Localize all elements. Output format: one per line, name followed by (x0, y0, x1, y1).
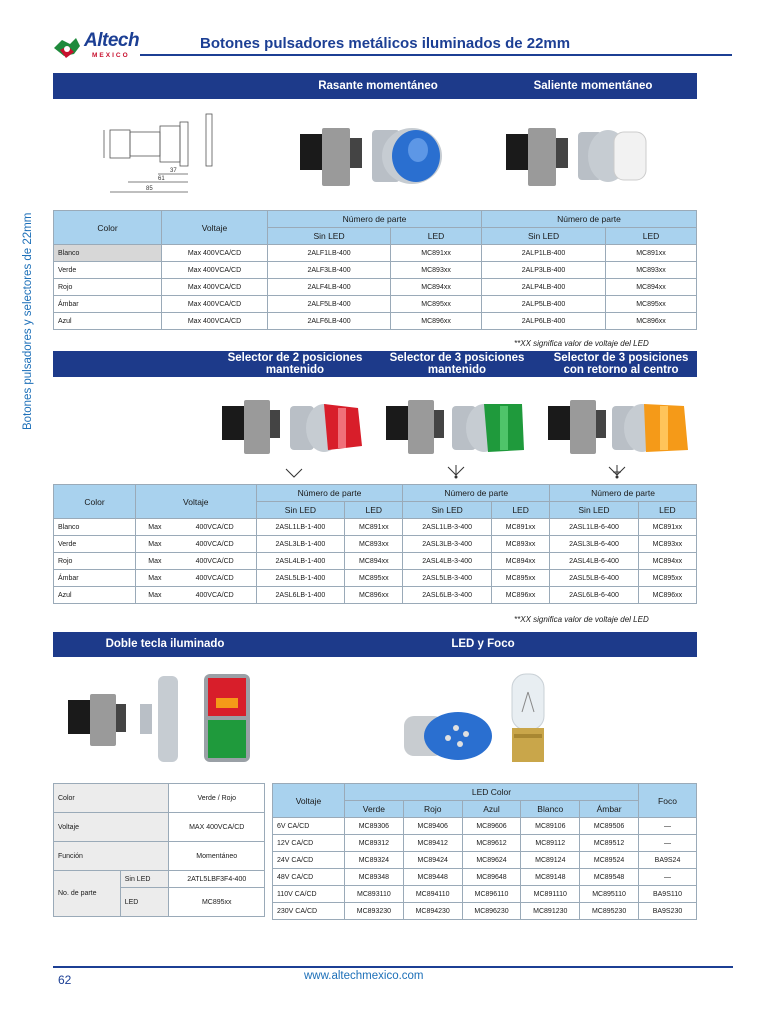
selector-parts-table (53, 484, 697, 604)
table-cell: 400VCA/CD (174, 536, 256, 553)
table-cell: 48V CA/CD (273, 869, 345, 886)
logo-wordmark: Altech (84, 30, 140, 51)
col-part-3pos-return: Número de parte (550, 485, 697, 502)
double-button-spec-table (53, 783, 265, 917)
table-cell: 2ASL5LB-1-400 (256, 570, 345, 587)
table-header-cell: Blanco (521, 801, 580, 818)
dim-85: 85 (146, 186, 153, 192)
table-cell: MC894230 (403, 903, 462, 920)
table-cell: Max (136, 536, 174, 553)
table-header-cell: Sin LED (403, 502, 492, 519)
side-section-label: Botones pulsadores y selectores de 22mm (22, 212, 34, 430)
table-cell: BA9S24 (639, 852, 697, 869)
table-cell: MC893xx (391, 262, 482, 279)
table-cell: MC895xx (169, 888, 265, 917)
heading-led-foco: LED y Foco (451, 638, 515, 650)
table-cell: MC896xx (391, 313, 482, 330)
table-cell: MC89548 (580, 869, 639, 886)
table-cell: 2ALP4LB-400 (482, 279, 606, 296)
table-cell: BA9S110 (639, 886, 697, 903)
table-cell: Max (136, 519, 174, 536)
table-cell: Max 400VCA/CD (162, 279, 268, 296)
table-cell: Rojo (54, 279, 162, 296)
table-cell: MC895110 (580, 886, 639, 903)
table-row (273, 903, 697, 920)
table-cell: Función (54, 842, 169, 871)
table-cell: MC89524 (580, 852, 639, 869)
table-header-cell: Verde (345, 801, 404, 818)
table-cell: 2ALP5LB-400 (482, 296, 606, 313)
table-cell: MC89312 (345, 835, 404, 852)
table-cell: 2ASL1LB-3-400 (403, 519, 492, 536)
table-row (54, 519, 697, 536)
table-cell: MC895xx (492, 570, 550, 587)
col-part-2pos: Número de parte (256, 485, 403, 502)
table-cell: — (639, 869, 697, 886)
footer-rule (53, 966, 733, 968)
table-cell: MC89148 (521, 869, 580, 886)
table-cell: MC891230 (521, 903, 580, 920)
table-cell: MC89348 (345, 869, 404, 886)
page-title: Botones pulsadores metálicos iluminados de 22mm (200, 35, 571, 52)
table-cell: 2ALF3LB-400 (268, 262, 391, 279)
table-cell: MC89606 (462, 818, 521, 835)
table-cell: MC895xx (638, 570, 696, 587)
heading-double-button: Doble tecla iluminado (105, 638, 225, 650)
table-row (273, 852, 697, 869)
table-row (54, 279, 697, 296)
table-cell: MC891110 (521, 886, 580, 903)
table-cell: 2ALF5LB-400 (268, 296, 391, 313)
table-cell: 400VCA/CD (174, 553, 256, 570)
table-cell: MC894xx (345, 553, 403, 570)
table-row (54, 587, 697, 604)
table-cell: Rojo (54, 553, 136, 570)
table-cell: Max 400VCA/CD (162, 296, 268, 313)
three-position-symbol-icon (446, 464, 466, 480)
table-cell: MC89306 (345, 818, 404, 835)
table-cell: 2ALF1LB-400 (268, 245, 391, 262)
col-led: LED (606, 228, 697, 245)
table-cell: MC89112 (521, 835, 580, 852)
table-cell: 2ASL1LB-6-400 (550, 519, 639, 536)
col-led: LED (391, 228, 482, 245)
two-position-symbol-icon (284, 466, 304, 480)
table-cell: MC895230 (580, 903, 639, 920)
table-row (54, 570, 697, 587)
table-cell: MC89106 (521, 818, 580, 835)
table-row (54, 536, 697, 553)
table-cell: 110V CA/CD (273, 886, 345, 903)
flush-pushbutton-image (298, 124, 450, 190)
table-cell: 2ASL3LB-1-400 (256, 536, 345, 553)
table-cell: LED (120, 888, 169, 917)
table-cell: Max 400VCA/CD (162, 313, 268, 330)
table-cell: MC891xx (606, 245, 697, 262)
heading-saliente: Saliente momentáneo (533, 80, 653, 92)
table-cell: Ámbar (54, 296, 162, 313)
table-cell: MC893xx (492, 536, 550, 553)
table-cell: Max (136, 553, 174, 570)
selector-red-image (220, 396, 370, 458)
table-cell: MC89324 (345, 852, 404, 869)
table-cell: 2ASL5LB-3-400 (403, 570, 492, 587)
led-and-bulb-image (400, 672, 560, 772)
table-cell: 2ASL6LB-6-400 (550, 587, 639, 604)
table-cell: MC89448 (403, 869, 462, 886)
double-button-image (66, 670, 256, 770)
section3-bar (53, 632, 697, 657)
table-row (54, 245, 697, 262)
table-cell: MC896xx (492, 587, 550, 604)
col-part-extended: Número de parte (482, 211, 697, 228)
table-row (273, 818, 697, 835)
table-cell: MC891xx (391, 245, 482, 262)
table-row (54, 262, 697, 279)
table-cell: MC89424 (403, 852, 462, 869)
table-cell: 2ASL3LB-3-400 (403, 536, 492, 553)
col-voltage: Voltaje (162, 211, 268, 245)
header-rule (140, 54, 732, 56)
table-cell: MC894xx (606, 279, 697, 296)
col-voltage: Voltaje (136, 485, 257, 519)
selector-amber-image (546, 396, 696, 458)
table-cell: Azul (54, 587, 136, 604)
table-cell: MC89648 (462, 869, 521, 886)
table-header-cell: LED Color (345, 784, 639, 801)
led-voltage-note: **XX significa valor de voltaje del LED (514, 339, 649, 348)
table-cell: Max (136, 570, 174, 587)
table-header-cell: Foco (639, 784, 697, 818)
table-cell: MAX 400VCA/CD (169, 813, 265, 842)
table-cell: MC89506 (580, 818, 639, 835)
table-cell: MC894xx (391, 279, 482, 296)
table-cell: MC894xx (638, 553, 696, 570)
col-sin-led: Sin LED (482, 228, 606, 245)
table-cell: Ámbar (54, 570, 136, 587)
col-part-flush: Número de parte (268, 211, 482, 228)
table-cell: 2ALF6LB-400 (268, 313, 391, 330)
table-cell: 2ASL4LB-1-400 (256, 553, 345, 570)
heading-selector-3pos: Selector de 3 posiciones mantenido (389, 352, 525, 376)
table-cell: MC89406 (403, 818, 462, 835)
table-header-cell: Azul (462, 801, 521, 818)
table-cell: Verde (54, 536, 136, 553)
table-cell: MC89624 (462, 852, 521, 869)
heading-rasante: Rasante momentáneo (318, 80, 438, 92)
table-cell: MC893xx (638, 536, 696, 553)
dimension-drawing (98, 112, 222, 198)
table-cell: 2ASL1LB-1-400 (256, 519, 345, 536)
col-part-3pos: Número de parte (403, 485, 550, 502)
table-cell: 2ALP1LB-400 (482, 245, 606, 262)
table-cell: 2ASL5LB-6-400 (550, 570, 639, 587)
dim-61: 61 (158, 176, 165, 182)
table-header-cell: LED (345, 502, 403, 519)
table-cell: MC896230 (462, 903, 521, 920)
table-cell: No. de parte (54, 871, 121, 917)
table-row (273, 869, 697, 886)
table-cell: 2ASL4LB-3-400 (403, 553, 492, 570)
table-row (273, 835, 697, 852)
table-cell: 2ALF4LB-400 (268, 279, 391, 296)
selector-green-image (384, 396, 534, 458)
table-header-cell: Sin LED (550, 502, 639, 519)
led-foco-table (272, 783, 697, 920)
table-cell: Color (54, 784, 169, 813)
table-cell: MC895xx (345, 570, 403, 587)
col-color: Color (54, 211, 162, 245)
table-cell: MC89612 (462, 835, 521, 852)
table-cell: MC891xx (492, 519, 550, 536)
table-cell: Blanco (54, 245, 162, 262)
table-cell: MC891xx (345, 519, 403, 536)
table-row (273, 886, 697, 903)
table-cell: Verde (54, 262, 162, 279)
table-cell: Max (136, 587, 174, 604)
table-cell: MC891xx (638, 519, 696, 536)
table-cell: MC89512 (580, 835, 639, 852)
flush-extended-parts-table (53, 210, 697, 330)
col-sin-led: Sin LED (268, 228, 391, 245)
table-cell: 2ASL3LB-6-400 (550, 536, 639, 553)
table-cell: 400VCA/CD (174, 519, 256, 536)
heading-selector-3pos-return: Selector de 3 posiciones con retorno al centro (553, 352, 689, 376)
table-cell: 400VCA/CD (174, 570, 256, 587)
table-cell: MC896110 (462, 886, 521, 903)
three-position-return-symbol-icon (607, 464, 627, 480)
table-cell: MC89124 (521, 852, 580, 869)
table-cell: MC89412 (403, 835, 462, 852)
table-cell: Blanco (54, 519, 136, 536)
table-header-cell: Voltaje (273, 784, 345, 818)
table-header-cell: Rojo (403, 801, 462, 818)
table-cell: MC896xx (345, 587, 403, 604)
table-cell: Azul (54, 313, 162, 330)
table-cell: Max 400VCA/CD (162, 245, 268, 262)
table-cell: MC893230 (345, 903, 404, 920)
table-cell: 2ASL6LB-3-400 (403, 587, 492, 604)
table-cell: 6V CA/CD (273, 818, 345, 835)
table-cell: Sin LED (120, 871, 169, 888)
table-header-cell: Sin LED (256, 502, 345, 519)
col-color: Color (54, 485, 136, 519)
table-cell: MC895xx (606, 296, 697, 313)
dim-37: 37 (170, 168, 177, 174)
section2-bar (53, 351, 697, 377)
table-cell: 400VCA/CD (174, 587, 256, 604)
table-cell: 2ALP3LB-400 (482, 262, 606, 279)
website-link[interactable]: www.altechmexico.com (304, 970, 424, 982)
led-voltage-note-2: **XX significa valor de voltaje del LED (514, 615, 649, 624)
table-cell: 2ATL5LBF3F4-400 (169, 871, 265, 888)
table-cell: Max 400VCA/CD (162, 262, 268, 279)
table-row (54, 553, 697, 570)
table-cell: MC894xx (492, 553, 550, 570)
table-cell: — (639, 818, 697, 835)
table-cell: 2ASL6LB-1-400 (256, 587, 345, 604)
logo-subtitle: MEXICO (92, 52, 130, 59)
page-number: 62 (58, 973, 72, 987)
heading-selector-2pos: Selector de 2 posiciones mantenido (227, 352, 363, 376)
table-row (54, 313, 697, 330)
table-cell: 230V CA/CD (273, 903, 345, 920)
table-cell: MC896xx (638, 587, 696, 604)
table-cell: MC893110 (345, 886, 404, 903)
table-cell: Voltaje (54, 813, 169, 842)
table-header-cell: LED (638, 502, 696, 519)
table-cell: MC895xx (391, 296, 482, 313)
section1-bar (53, 73, 697, 99)
table-cell: Verde / Rojo (169, 784, 265, 813)
table-cell: MC893xx (606, 262, 697, 279)
table-cell: 12V CA/CD (273, 835, 345, 852)
table-cell: Momentáneo (169, 842, 265, 871)
table-cell: 2ALP6LB-400 (482, 313, 606, 330)
table-cell: MC893xx (345, 536, 403, 553)
table-cell: MC894110 (403, 886, 462, 903)
table-cell: MC896xx (606, 313, 697, 330)
table-cell: — (639, 835, 697, 852)
table-row (54, 296, 697, 313)
table-header-cell: Ámbar (580, 801, 639, 818)
table-cell: 2ASL4LB-6-400 (550, 553, 639, 570)
table-cell: BA9S230 (639, 903, 697, 920)
extended-pushbutton-image (504, 124, 662, 190)
table-header-cell: LED (492, 502, 550, 519)
table-cell: 24V CA/CD (273, 852, 345, 869)
